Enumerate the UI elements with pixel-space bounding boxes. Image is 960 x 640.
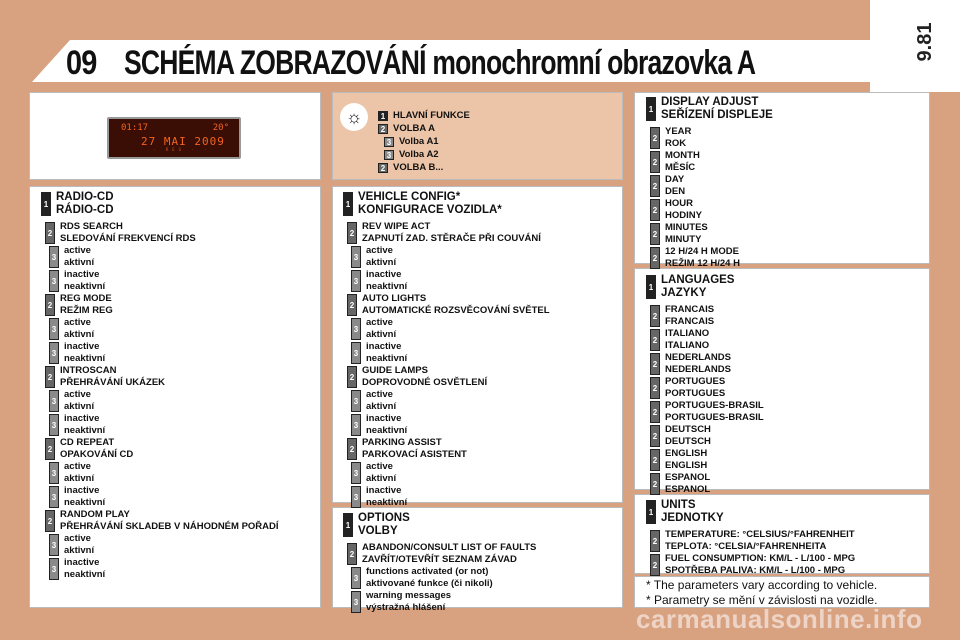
menu-item-line: ENGLISH	[665, 448, 708, 459]
menu-item-level-2	[45, 293, 113, 317]
menu-item-level-3	[49, 389, 94, 413]
level-badge: 3	[49, 414, 59, 436]
menu-item-level-1	[646, 274, 734, 300]
level-badge: 2	[45, 510, 55, 532]
menu-item-line: HODINY	[665, 210, 702, 221]
menu-item-line: RÁDIO-CD	[56, 204, 114, 216]
menu-item-level-1	[646, 96, 773, 122]
page-number: 9.81	[914, 22, 936, 62]
menu-item-level-3	[351, 485, 407, 509]
level-badge: 1	[646, 500, 656, 524]
level-badge: 3	[49, 390, 59, 412]
menu-item-line: active	[64, 245, 91, 256]
menu-item-level-3	[49, 269, 105, 293]
level-badge: 3	[351, 462, 361, 484]
menu-item-line: ENGLISH	[665, 460, 708, 471]
menu-item-line: aktivní	[366, 329, 397, 340]
menu-item-line: neaktivní	[64, 353, 106, 364]
menu-item-line: MĚSÍC	[665, 162, 696, 173]
display-temperature: 20°	[212, 123, 229, 133]
menu-item-level-3	[351, 245, 396, 269]
menu-item-line: OPAKOVÁNÍ CD	[60, 449, 134, 460]
menu-item-level-2	[347, 221, 541, 245]
level-badge: 3	[351, 390, 361, 412]
display-time: 01:17	[121, 123, 149, 133]
menu-item-line: VOLBA A	[393, 123, 436, 134]
menu-item-text	[665, 174, 685, 198]
menu-item-line: aktivní	[64, 329, 95, 340]
level-badge: 3	[384, 137, 394, 147]
menu-item-line: DEUTSCH	[665, 436, 711, 447]
menu-item-level-3	[351, 317, 396, 341]
level-badge: 2	[650, 401, 660, 423]
display-date: 27 MAI 2009	[141, 135, 225, 148]
level-badge: 2	[45, 222, 55, 244]
menu-item-line: CD REPEAT	[60, 437, 115, 448]
menu-item-line: neaktivní	[64, 425, 106, 436]
menu-item-line: ROK	[665, 138, 687, 149]
level-badge: 3	[49, 342, 59, 364]
menu-item-line: DOPROVODNÉ OSVĚTLENÍ	[362, 377, 488, 388]
menu-item-text	[665, 400, 764, 424]
menu-item-text	[60, 221, 196, 245]
menu-item-line: aktivní	[366, 473, 397, 484]
menu-item-level-2	[650, 222, 708, 246]
menu-item-text	[366, 590, 451, 614]
level-badge: 2	[378, 163, 388, 173]
level-badge: 2	[650, 199, 660, 221]
menu-item-level-3	[49, 461, 94, 485]
menu-item-level-1	[343, 191, 502, 217]
menu-item-text	[665, 150, 700, 174]
menu-item-text	[665, 553, 855, 577]
menu-item-line: výstražná hlášení	[366, 602, 446, 613]
menu-item-line: PŘEHRÁVÁNÍ SKLADEB V NÁHODNÉM POŘADÍ	[60, 521, 279, 532]
menu-item-text	[665, 424, 711, 448]
level-badge: 2	[650, 377, 660, 399]
menu-item-level-2	[45, 221, 196, 245]
menu-item-line: PORTUGUES-BRASIL	[665, 412, 764, 423]
menu-item-line: aktivní	[64, 473, 95, 484]
level-badge: 3	[351, 486, 361, 508]
menu-item-line: PORTUGUES-BRASIL	[665, 400, 764, 411]
menu-item-text	[64, 557, 105, 581]
menu-item-line: inactive	[64, 341, 100, 352]
menu-item-line: SPOTŘEBA PALIVA: KM/L - L/100 - MPG	[665, 565, 846, 576]
menu-item-level-2	[650, 126, 691, 150]
menu-item-level-2	[347, 365, 487, 389]
level-badge: 1	[343, 192, 353, 216]
menu-item-level-2	[650, 448, 707, 472]
menu-item-level-3	[49, 245, 94, 269]
level-badge: 3	[49, 270, 59, 292]
menu-item-line: inactive	[64, 269, 100, 280]
menu-item-line: neaktivní	[366, 425, 408, 436]
menu-item-level-2	[650, 529, 855, 553]
menu-item-text	[64, 461, 94, 485]
menu-item-text	[358, 512, 410, 538]
menu-item-line: inactive	[64, 485, 100, 496]
menu-item-text	[665, 222, 708, 246]
level-badge: 1	[646, 275, 656, 299]
menu-item-level-2	[347, 437, 467, 461]
menu-item-text	[362, 293, 550, 317]
menu-item-text	[393, 110, 470, 122]
menu-item-line: REV WIPE ACT	[362, 221, 431, 232]
menu-item-text	[60, 437, 133, 461]
menu-item-text	[661, 274, 734, 300]
menu-item-text	[64, 485, 105, 509]
menu-item-level-2	[378, 123, 435, 135]
menu-item-level-3	[351, 341, 407, 365]
menu-item-line: aktivní	[64, 545, 95, 556]
watermark: carmanualsonline.info	[636, 604, 923, 634]
menu-item-line: ABANDON/CONSULT LIST OF FAULTS	[362, 542, 537, 553]
level-badge: 2	[347, 294, 357, 316]
menu-item-text	[366, 245, 396, 269]
menu-item-text	[358, 191, 502, 217]
level-badge: 2	[378, 124, 388, 134]
menu-item-line: KONFIGURACE VOZIDLA*	[358, 204, 502, 216]
menu-item-text	[393, 162, 443, 174]
menu-item-line: RDS SEARCH	[60, 221, 123, 232]
menu-item-line: warning messages	[366, 590, 452, 601]
level-badge: 3	[351, 246, 361, 268]
menu-item-line: PORTUGUES	[665, 376, 726, 387]
menu-item-text	[64, 269, 105, 293]
menu-item-line: functions activated (or not)	[366, 566, 489, 577]
level-badge: 3	[351, 591, 361, 613]
legend-panel	[332, 92, 623, 180]
level-badge: 3	[351, 567, 361, 589]
menu-item-line: active	[64, 317, 91, 328]
menu-item-line: INTROSCAN	[60, 365, 117, 376]
menu-item-text	[366, 413, 407, 437]
sun-icon: ☼	[340, 103, 368, 131]
menu-item-line: inactive	[64, 413, 100, 424]
menu-item-line: AUTO LIGHTS	[362, 293, 427, 304]
menu-item-text	[60, 365, 165, 389]
menu-item-level-2	[650, 352, 731, 376]
menu-item-line: aktivní	[64, 257, 95, 268]
menu-item-level-2	[650, 150, 700, 174]
menu-item-line: PORTUGUES	[665, 388, 726, 399]
menu-item-text	[665, 448, 707, 472]
level-badge: 3	[49, 246, 59, 268]
menu-item-level-2	[650, 304, 714, 328]
menu-item-text	[665, 352, 731, 376]
display-status-strip: · REG · ·	[153, 147, 211, 152]
menu-item-text	[362, 542, 536, 566]
menu-item-line: ESPANOL	[665, 472, 711, 483]
level-badge: 2	[347, 543, 357, 565]
level-badge: 3	[351, 270, 361, 292]
level-badge: 2	[650, 473, 660, 495]
level-badge: 2	[650, 127, 660, 149]
level-badge: 2	[45, 294, 55, 316]
level-badge: 2	[347, 222, 357, 244]
menu-item-line: DISPLAY ADJUST	[661, 96, 759, 108]
chapter-number: 09	[66, 44, 97, 82]
menu-item-line: neaktivní	[64, 281, 106, 292]
menu-item-level-3	[49, 557, 105, 581]
menu-item-text	[64, 341, 105, 365]
level-badge: 3	[351, 414, 361, 436]
menu-item-level-3	[351, 566, 493, 590]
level-badge: 3	[49, 486, 59, 508]
menu-item-line: REŽIM 12 H/24 H	[665, 258, 740, 269]
menu-item-line: ZAVŘÍT/OTEVŘÍT SEZNAM ZÁVAD	[362, 554, 517, 565]
menu-item-line: SLEDOVÁNÍ FREKVENCÍ RDS	[60, 233, 196, 244]
menu-item-line: neaktivní	[366, 281, 408, 292]
menu-item-level-2	[650, 553, 855, 577]
menu-item-text	[362, 221, 541, 245]
menu-item-line: PARKOVACÍ ASISTENT	[362, 449, 467, 460]
menu-item-text	[661, 96, 773, 122]
menu-item-line: inactive	[366, 269, 402, 280]
menu-item-line: neaktivní	[366, 497, 408, 508]
menu-item-text	[366, 566, 493, 590]
level-badge: 2	[650, 223, 660, 245]
menu-item-line: neaktivní	[64, 497, 106, 508]
menu-item-level-2	[650, 472, 710, 496]
menu-item-text	[366, 269, 407, 293]
menu-item-line: PARKING ASSIST	[362, 437, 442, 448]
monochrome-display	[107, 117, 241, 159]
level-badge: 2	[347, 366, 357, 388]
menu-item-level-2	[45, 509, 279, 533]
menu-item-line: active	[366, 245, 393, 256]
menu-item-line: JEDNOTKY	[661, 512, 724, 524]
menu-item-line: YEAR	[665, 126, 692, 137]
menu-item-level-2	[378, 162, 443, 174]
menu-item-level-2	[650, 424, 711, 448]
menu-item-line: FUEL CONSUMPTION: KM/L - L/100 - MPG	[665, 553, 856, 564]
level-badge: 2	[45, 366, 55, 388]
menu-item-line: AUTOMATICKÉ ROZSVĚCOVÁNÍ SVĚTEL	[362, 305, 550, 316]
menu-item-text	[60, 509, 279, 533]
menu-item-level-2	[650, 246, 740, 270]
menu-item-level-3	[49, 413, 105, 437]
menu-item-level-3	[351, 389, 396, 413]
menu-item-line: NEDERLANDS	[665, 364, 731, 375]
menu-item-level-1	[378, 110, 470, 122]
menu-item-line: PŘEHRÁVÁNÍ UKÁZEK	[60, 377, 166, 388]
menu-item-line: VOLBY	[358, 525, 398, 537]
menu-item-line: DAY	[665, 174, 685, 185]
level-badge: 2	[650, 449, 660, 471]
menu-item-line: active	[64, 533, 91, 544]
menu-item-level-2	[45, 365, 165, 389]
menu-item-text	[366, 341, 407, 365]
menu-item-line: neaktivní	[64, 569, 106, 580]
level-badge: 2	[650, 353, 660, 375]
level-badge: 1	[646, 97, 656, 121]
level-badge: 2	[347, 438, 357, 460]
menu-item-line: aktivní	[366, 401, 397, 412]
menu-item-level-3	[384, 149, 439, 161]
menu-item-text	[362, 437, 467, 461]
menu-item-level-3	[49, 533, 94, 557]
level-badge: 2	[650, 247, 660, 269]
menu-item-text	[56, 191, 114, 217]
menu-item-text	[665, 472, 710, 496]
menu-item-line: aktivní	[64, 401, 95, 412]
menu-item-line: neaktivní	[366, 353, 408, 364]
note-cs: * Parametry se mění v závislosti na vozidle.	[646, 593, 878, 607]
level-badge: 2	[650, 151, 660, 173]
menu-item-line: aktivované funkce (či nikoli)	[366, 578, 493, 589]
menu-item-line: RADIO-CD	[56, 191, 114, 203]
menu-item-level-2	[347, 293, 550, 317]
level-badge: 2	[650, 530, 660, 552]
menu-item-line: OPTIONS	[358, 512, 410, 524]
menu-item-level-1	[41, 191, 114, 217]
menu-item-line: HLAVNÍ FUNKCE	[393, 110, 470, 121]
menu-item-text	[64, 317, 94, 341]
menu-item-level-3	[49, 341, 105, 365]
menu-item-level-2	[650, 174, 685, 198]
level-badge: 3	[49, 318, 59, 340]
menu-item-level-2	[650, 376, 725, 400]
menu-item-level-3	[351, 590, 451, 614]
menu-item-line: REŽIM REG	[60, 305, 113, 316]
menu-item-level-3	[49, 317, 94, 341]
level-badge: 3	[49, 534, 59, 556]
menu-item-text	[366, 317, 396, 341]
level-badge: 3	[49, 558, 59, 580]
menu-item-line: active	[64, 389, 91, 400]
menu-item-level-2	[347, 542, 536, 566]
menu-item-line: ZAPNUTÍ ZAD. STĚRAČE PŘI COUVÁNÍ	[362, 233, 541, 244]
menu-item-level-3	[384, 136, 439, 148]
menu-item-text	[665, 246, 740, 270]
menu-item-level-2	[650, 198, 702, 222]
menu-item-line: active	[366, 461, 393, 472]
menu-item-text	[366, 461, 396, 485]
menu-item-line: MINUTES	[665, 222, 708, 233]
menu-item-level-2	[45, 437, 133, 461]
menu-item-text	[362, 365, 487, 389]
level-badge: 2	[650, 425, 660, 447]
menu-item-text	[665, 126, 691, 150]
menu-item-text	[665, 328, 709, 352]
menu-item-level-3	[351, 269, 407, 293]
menu-item-text	[399, 136, 439, 148]
menu-item-line: UNITS	[661, 499, 696, 511]
menu-item-line: inactive	[64, 557, 100, 568]
menu-item-line: NEDERLANDS	[665, 352, 731, 363]
menu-item-text	[64, 245, 94, 269]
note-en: * The parameters vary according to vehicle.	[646, 578, 878, 592]
level-badge: 3	[351, 342, 361, 364]
menu-item-text	[64, 389, 94, 413]
level-badge: 1	[41, 192, 51, 216]
menu-item-line: DEN	[665, 186, 686, 197]
menu-item-text	[399, 149, 439, 161]
menu-item-line: GUIDE LAMPS	[362, 365, 428, 376]
menu-item-level-3	[49, 485, 105, 509]
level-badge: 3	[49, 462, 59, 484]
menu-item-text	[393, 123, 435, 135]
menu-item-text	[665, 529, 855, 553]
menu-item-line: VEHICLE CONFIG*	[358, 191, 461, 203]
menu-item-line: HOUR	[665, 198, 693, 209]
level-badge: 1	[343, 513, 353, 537]
menu-item-line: inactive	[366, 341, 402, 352]
menu-item-level-3	[351, 461, 396, 485]
menu-item-line: aktivní	[366, 257, 397, 268]
level-badge: 2	[650, 305, 660, 327]
menu-item-line: VOLBA B...	[393, 162, 444, 173]
menu-item-line: ESPANOL	[665, 484, 711, 495]
menu-item-level-1	[646, 499, 724, 525]
menu-item-line: SEŘÍZENÍ DISPLEJE	[661, 109, 773, 121]
menu-item-line: TEMPERATURE: °CELSIUS/°FAHRENHEIT	[665, 529, 855, 540]
menu-item-line: JAZYKY	[661, 287, 707, 299]
menu-item-level-3	[351, 413, 407, 437]
menu-item-line: DEUTSCH	[665, 424, 711, 435]
menu-item-line: MONTH	[665, 150, 700, 161]
menu-item-line: inactive	[366, 485, 402, 496]
menu-item-line: 12 H/24 H MODE	[665, 246, 739, 257]
menu-item-text	[665, 376, 725, 400]
menu-item-text	[661, 499, 724, 525]
level-badge: 2	[650, 554, 660, 576]
menu-item-text	[366, 485, 407, 509]
menu-item-line: FRANCAIS	[665, 316, 715, 327]
menu-item-line: FRANCAIS	[665, 304, 715, 315]
level-badge: 2	[45, 438, 55, 460]
page-title: SCHÉMA ZOBRAZOVÁNÍ monochromní obrazovka A	[124, 44, 756, 82]
menu-item-line: TEPLOTA: °CELSIA/°FAHRENHEITA	[665, 541, 827, 552]
level-badge: 2	[650, 329, 660, 351]
level-badge: 3	[384, 150, 394, 160]
menu-item-line: ITALIANO	[665, 340, 710, 351]
level-badge: 2	[650, 175, 660, 197]
menu-item-line: active	[366, 317, 393, 328]
menu-item-line: RANDOM PLAY	[60, 509, 130, 520]
menu-item-line: REG MODE	[60, 293, 112, 304]
menu-item-text	[64, 413, 105, 437]
menu-item-level-2	[650, 328, 709, 352]
menu-item-line: active	[366, 389, 393, 400]
level-badge: 1	[378, 111, 388, 121]
menu-item-line: ITALIANO	[665, 328, 710, 339]
menu-item-line: active	[64, 461, 91, 472]
menu-item-line: Volba A2	[399, 149, 439, 160]
menu-item-level-2	[650, 400, 764, 424]
menu-item-line: MINUTY	[665, 234, 702, 245]
level-badge: 3	[351, 318, 361, 340]
menu-item-line: Volba A1	[399, 136, 439, 147]
menu-item-text	[366, 389, 396, 413]
menu-item-text	[60, 293, 113, 317]
menu-item-text	[665, 304, 714, 328]
menu-item-line: LANGUAGES	[661, 274, 735, 286]
menu-item-line: inactive	[366, 413, 402, 424]
menu-item-text	[665, 198, 702, 222]
menu-item-level-1	[343, 512, 410, 538]
menu-item-text	[64, 533, 94, 557]
